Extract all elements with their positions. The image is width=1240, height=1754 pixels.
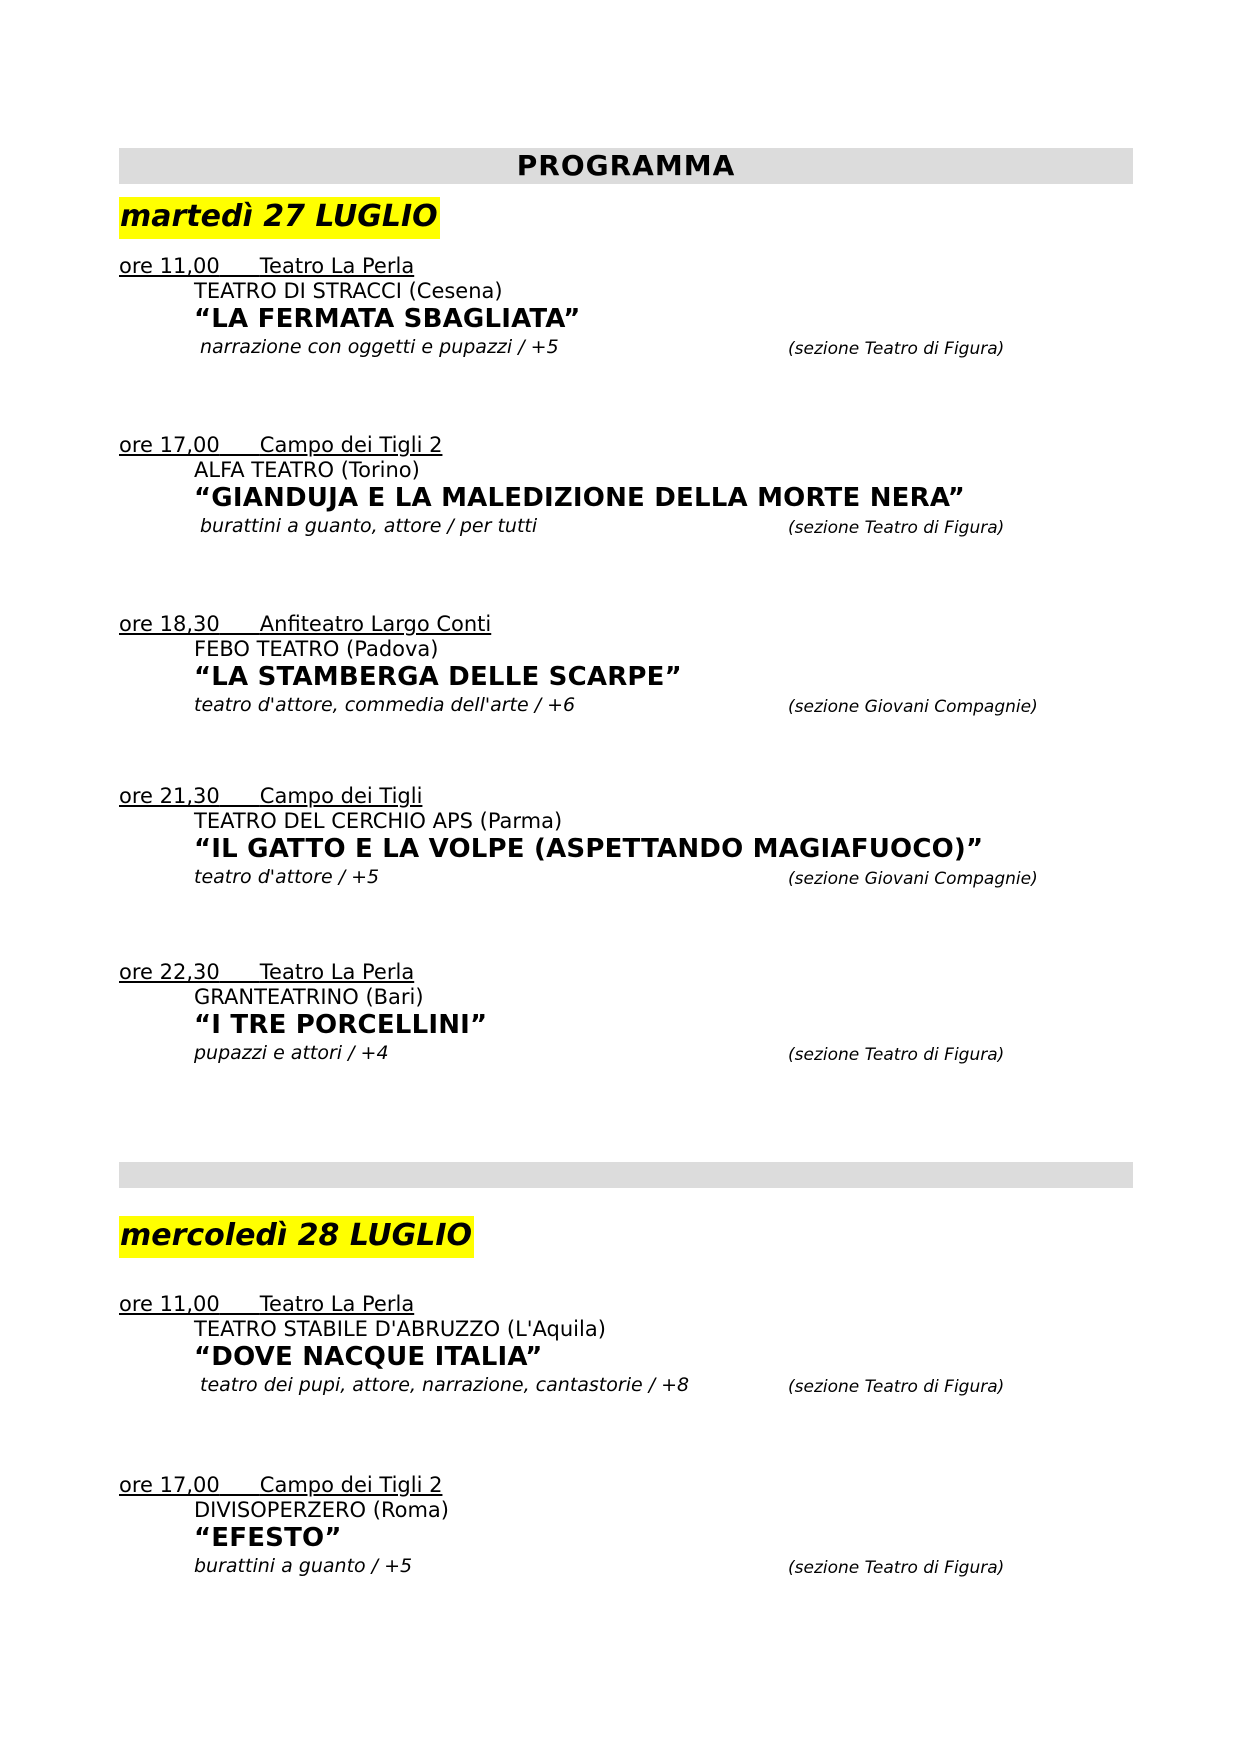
event-venue: Teatro La Perla <box>259 1292 415 1316</box>
event-description: burattini a guanto, attore / per tutti <box>200 515 538 537</box>
event-show-title: “GIANDUJA E LA MALEDIZIONE DELLA MORTE NERA” <box>194 483 966 513</box>
event-time-venue <box>119 1473 442 1497</box>
day-heading: martedì 27 LUGLIO <box>119 197 440 239</box>
event-description: narrazione con oggetti e pupazzi / +5 <box>200 336 559 358</box>
event-venue: Anfiteatro Largo Conti <box>259 612 492 636</box>
event-time: ore 17,00 <box>119 1473 220 1497</box>
event-time-venue <box>119 1292 414 1316</box>
event-venue: Teatro La Perla <box>259 960 415 984</box>
event-show-title: “DOVE NACQUE ITALIA” <box>194 1342 543 1372</box>
event-show-title: “EFESTO” <box>194 1523 342 1553</box>
event-venue: Teatro La Perla <box>259 254 415 278</box>
event-time-venue <box>119 612 491 636</box>
event-venue: Campo dei Tigli <box>259 784 423 808</box>
event-venue: Campo dei Tigli 2 <box>259 433 443 457</box>
event-time: ore 22,30 <box>119 960 220 984</box>
event-description: pupazzi e attori / +4 <box>194 1042 389 1064</box>
event-time: ore 11,00 <box>119 254 220 278</box>
event-company: TEATRO STABILE D'ABRUZZO (L'Aquila) <box>194 1317 606 1341</box>
event-description: teatro d'attore, commedia dell'arte / +6 <box>194 694 576 716</box>
event-section: (sezione Teatro di Figura) <box>788 1045 1005 1065</box>
event-description: teatro d'attore / +5 <box>194 866 380 888</box>
event-section: (sezione Teatro di Figura) <box>788 518 1005 538</box>
page-title: PROGRAMMA <box>516 149 736 182</box>
event-company: ALFA TEATRO (Torino) <box>194 458 420 482</box>
event-time-venue <box>119 960 414 984</box>
event-time: ore 18,30 <box>119 612 220 636</box>
event-section: (sezione Giovani Compagnie) <box>788 869 1038 889</box>
event-section: (sezione Teatro di Figura) <box>788 1377 1005 1397</box>
event-section: (sezione Giovani Compagnie) <box>788 697 1038 717</box>
event-section: (sezione Teatro di Figura) <box>788 1558 1005 1578</box>
event-show-title: “LA STAMBERGA DELLE SCARPE” <box>194 662 682 692</box>
event-company: GRANTEATRINO (Bari) <box>194 985 424 1009</box>
event-time: ore 17,00 <box>119 433 220 457</box>
event-time: ore 11,00 <box>119 1292 220 1316</box>
event-description: teatro dei pupi, attore, narrazione, cantastorie / +8 <box>200 1374 690 1396</box>
event-venue: Campo dei Tigli 2 <box>259 1473 443 1497</box>
event-company: DIVISOPERZERO (Roma) <box>194 1498 449 1522</box>
event-description: burattini a guanto / +5 <box>194 1555 413 1577</box>
event-section: (sezione Teatro di Figura) <box>788 339 1005 359</box>
event-show-title: “I TRE PORCELLINI” <box>194 1010 488 1040</box>
event-time-venue <box>119 784 422 808</box>
event-time: ore 21,30 <box>119 784 220 808</box>
event-show-title: “LA FERMATA SBAGLIATA” <box>194 304 581 334</box>
event-company: FEBO TEATRO (Padova) <box>194 637 439 661</box>
event-company: TEATRO DEL CERCHIO APS (Parma) <box>194 809 563 833</box>
day-separator <box>119 1162 1133 1188</box>
event-time-venue <box>119 254 414 278</box>
event-company: TEATRO DI STRACCI (Cesena) <box>194 279 503 303</box>
event-show-title: “IL GATTO E LA VOLPE (ASPETTANDO MAGIAFUOCO)” <box>194 834 984 864</box>
event-time-venue <box>119 433 442 457</box>
day-heading: mercoledì 28 LUGLIO <box>119 1216 474 1258</box>
